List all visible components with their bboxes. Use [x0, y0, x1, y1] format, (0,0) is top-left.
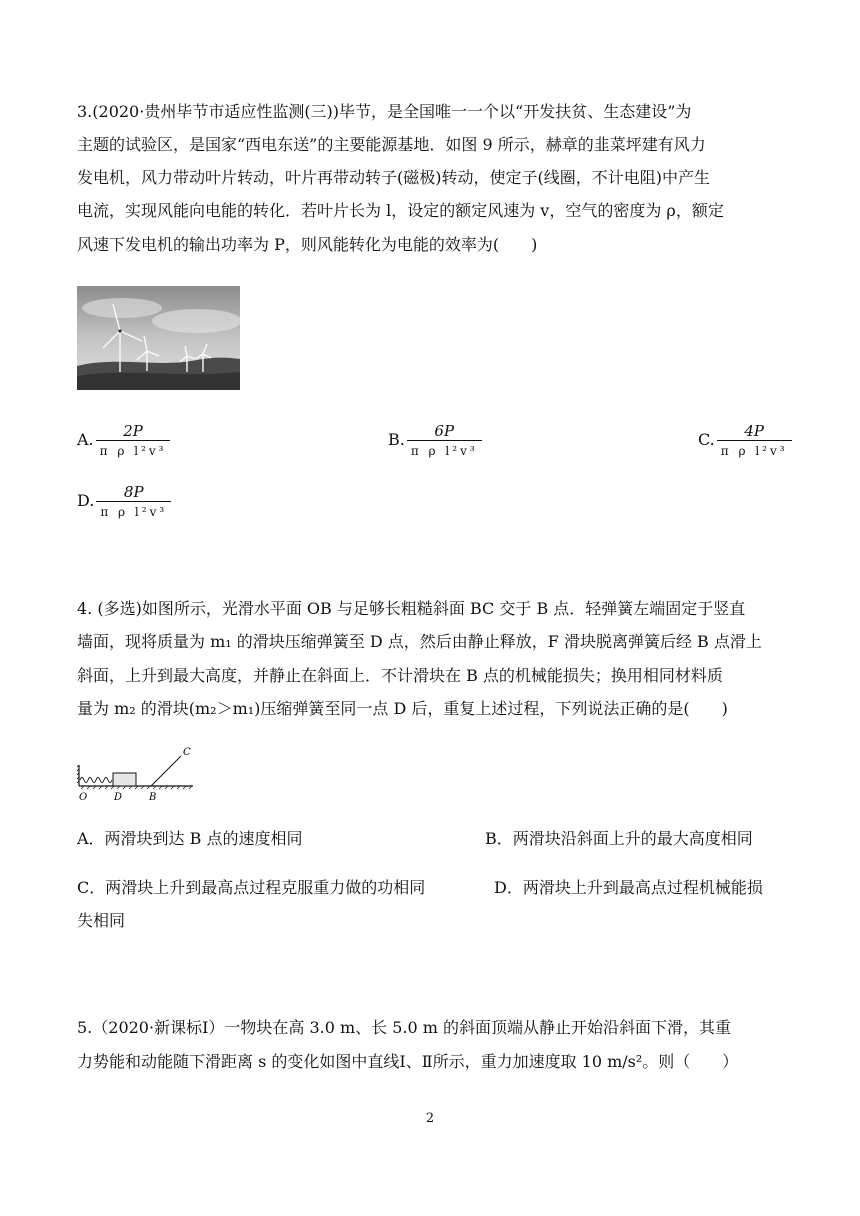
- q3-option-d: D. $\frac{8P}{\text{π ρ l²v³}}$: [77, 483, 171, 520]
- wind-turbine-photo: [77, 286, 240, 390]
- page-number: 2: [425, 1111, 435, 1126]
- fraction: $\frac{8P}{\text{π ρ l²v³}}$: [96, 483, 171, 520]
- fraction: $\frac{4P}{\text{π ρ l²v³}}$: [717, 422, 792, 459]
- q4-option-a: A．两滑块到达 B 点的速度相同: [77, 829, 303, 848]
- q3-line-4: 电流，实现风能向电能的转化．若叶片长为 l，设定的额定风速为 v，空气的密度为 ρ，额定: [77, 201, 724, 220]
- q3-option-a: A. $\frac{2P}{\text{π ρ l²v³}}$: [77, 422, 170, 459]
- spring-incline-diagram: [77, 745, 197, 805]
- label-o: O: [79, 792, 88, 803]
- q5-line-1: 5.（2020·新课标Ⅰ）一物块在高 3.0 m、长 5.0 m 的斜面顶端从静止开始沿斜面下滑，其重: [77, 1018, 732, 1037]
- q4-line-4: 量为 m₂ 的滑块(m₂＞m₁)压缩弹簧至同一点 D 后，重复上述过程，下列说法正确的是( ): [77, 699, 728, 718]
- fraction: $\frac{6P}{\text{π ρ l²v³}}$: [407, 422, 482, 459]
- q4-line-2: 墙面，现将质量为 m₁ 的滑块压缩弹簧至 D 点，然后由静止释放，F 滑块脱离弹簧后经 B 点滑上: [77, 632, 762, 651]
- q3-option-b: B. $\frac{6P}{\text{π ρ l²v³}}$: [388, 422, 482, 459]
- label-c: C: [183, 747, 191, 758]
- fraction: $\frac{2P}{\text{π ρ l²v³}}$: [96, 422, 171, 459]
- q4-line-3: 斜面，上升到最大高度，并静止在斜面上．不计滑块在 B 点的机械能损失；换用相同材料质: [77, 666, 723, 685]
- q3-line-2: 主题的试验区，是国家“西电东送”的主要能源基地．如图 9 所示，赫章的韭菜坪建有风力: [77, 135, 706, 154]
- q3-line-1: 3.(2020·贵州毕节市适应性监测(三))毕节，是全国唯一一个以“开发扶贫、生态建设”为: [77, 102, 692, 121]
- q3-option-c: C. $\frac{4P}{\text{π ρ l²v³}}$: [698, 422, 792, 459]
- q5-line-2: 力势能和动能随下滑距离 s 的变化如图中直线Ⅰ、Ⅱ所示，重力加速度取 10 m/s²。则（ ）: [77, 1052, 739, 1071]
- q4-option-d-continued: 失相同: [77, 911, 126, 930]
- q4-option-b: B．两滑块沿斜面上升的最大高度相同: [485, 829, 753, 848]
- q4-line-1: 4. (多选)如图所示，光滑水平面 OB 与足够长粗糙斜面 BC 交于 B 点．轻弹簧左端固定于竖直: [77, 599, 746, 618]
- label-d: D: [114, 792, 123, 803]
- q3-line-5: 风速下发电机的输出功率为 P，则风能转化为电能的效率为( ): [77, 235, 538, 254]
- q3-line-3: 发电机，风力带动叶片转动，叶片再带动转子(磁极)转动，使定子(线圈，不计电阻)中产生: [77, 168, 710, 187]
- q4-option-d: D．两滑块上升到最高点过程机械能损: [494, 878, 763, 897]
- q4-option-c: C．两滑块上升到最高点过程克服重力做的功相同: [77, 878, 426, 897]
- label-b: B: [149, 792, 157, 803]
